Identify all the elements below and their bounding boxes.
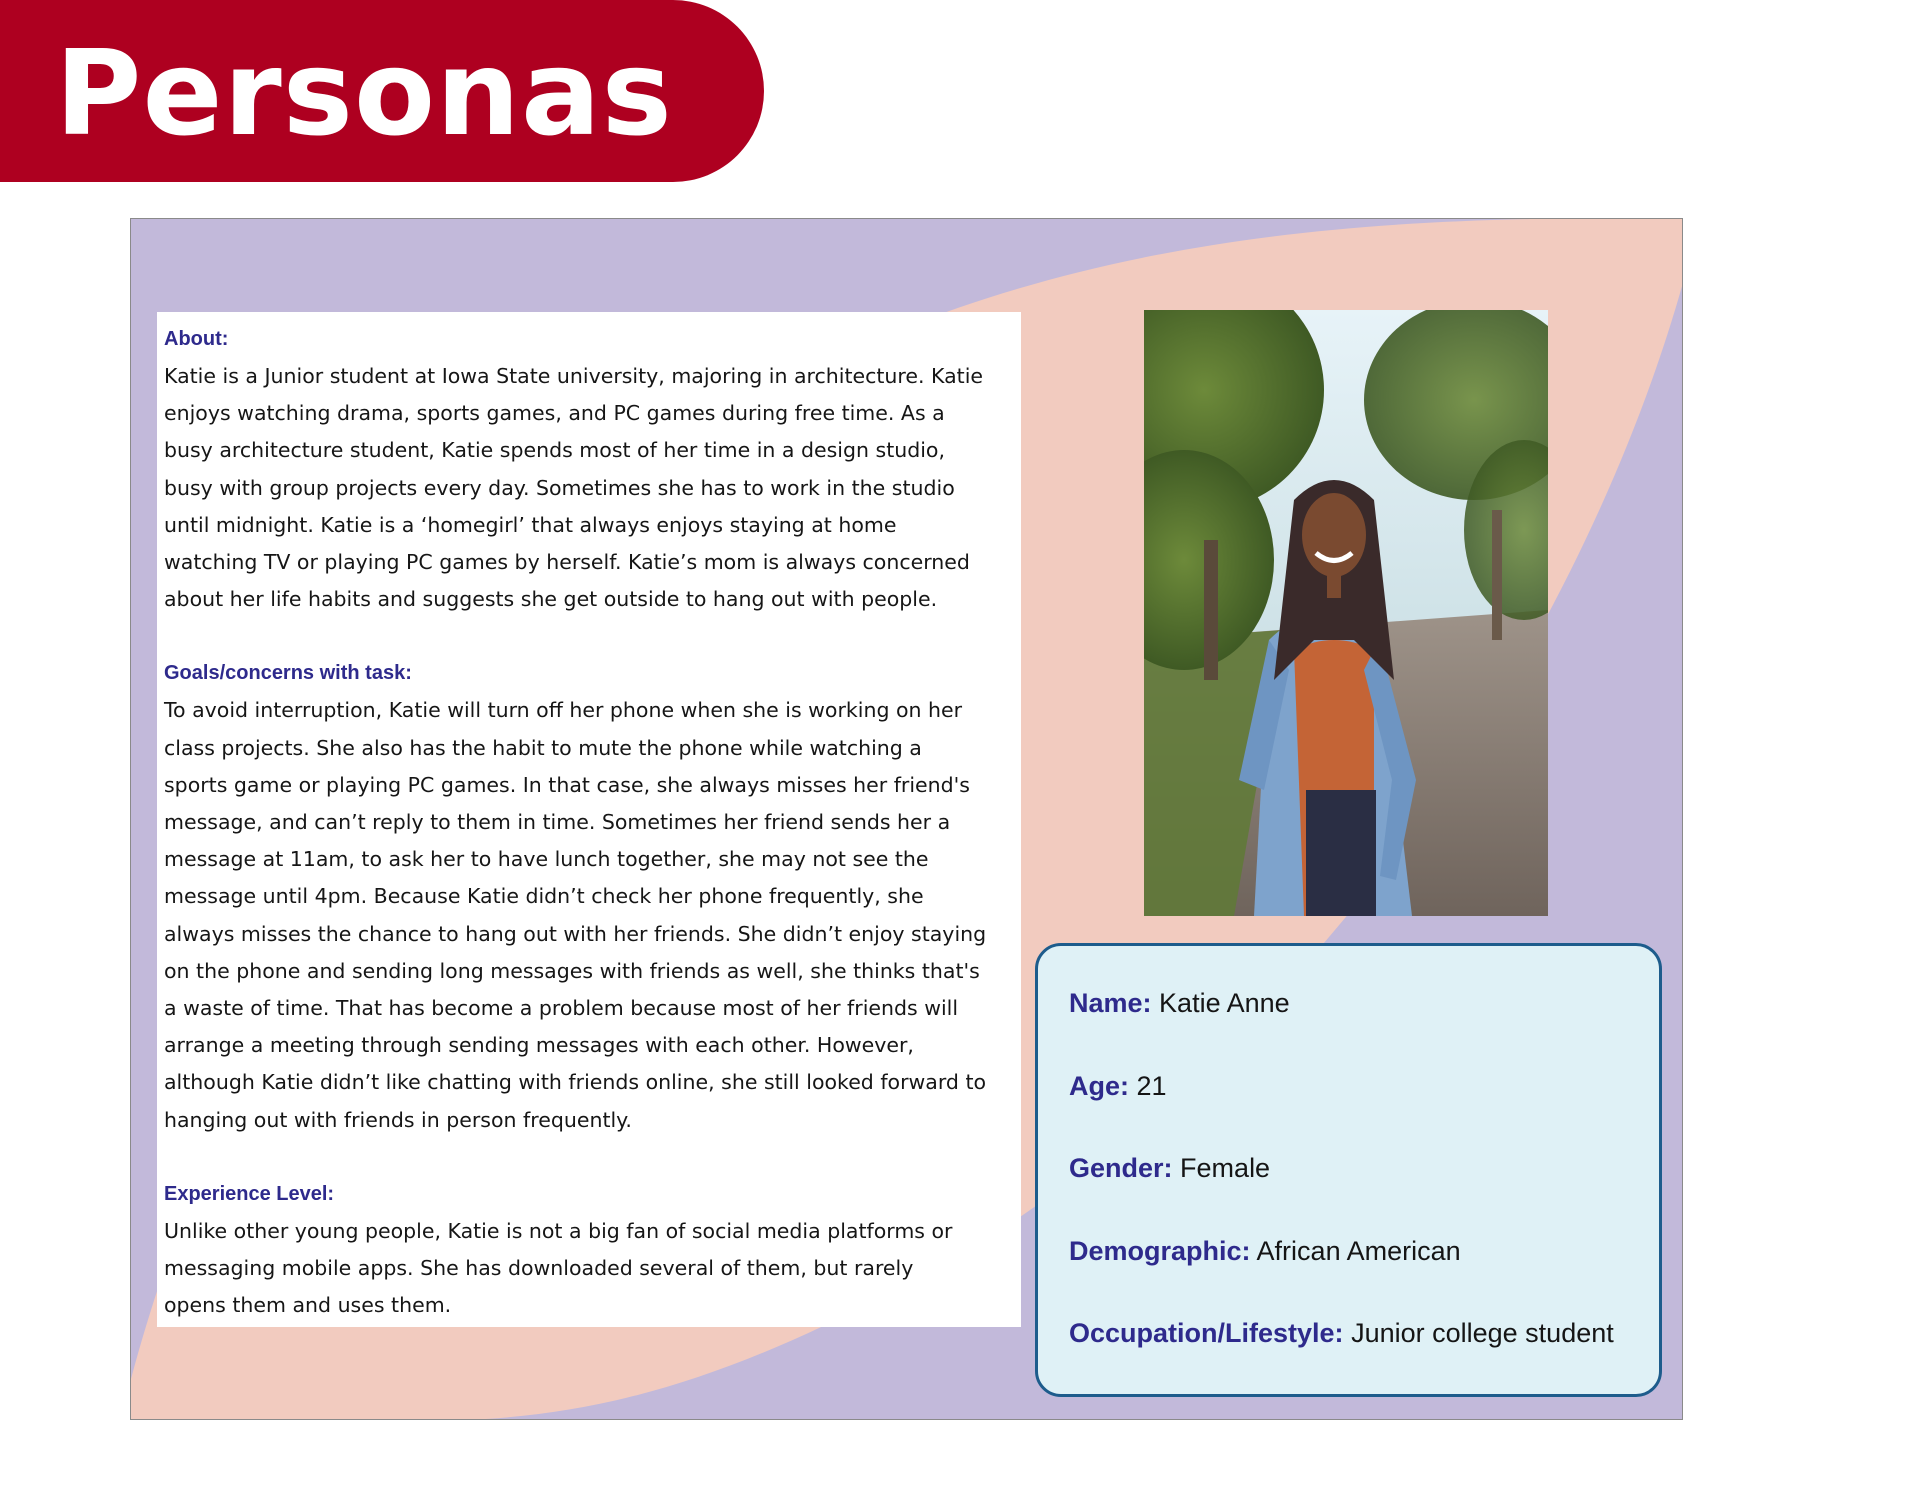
info-occupation-label: Occupation/Lifestyle: — [1069, 1318, 1344, 1348]
info-age-label: Age: — [1069, 1070, 1129, 1101]
persona-info-card — [1035, 943, 1662, 1397]
page-title: Personas — [55, 24, 673, 162]
info-occupation-row — [1069, 1314, 1659, 1397]
about-heading: About: — [164, 328, 229, 350]
info-name-value: Katie Anne — [1159, 988, 1290, 1018]
info-occupation-value: Junior college student — [1351, 1318, 1614, 1348]
info-demographic-label: Demographic: — [1069, 1235, 1251, 1266]
goals-heading: Goals/concerns with task: — [164, 662, 412, 685]
experience-heading: Experience Level: — [164, 1182, 335, 1205]
experience-text: Unlike other young people, Katie is not a big fan of social media platforms or messaging mobile apps. She has downloaded several of them, but rarely opens them and uses them. — [164, 1218, 953, 1318]
info-name-label: Name: — [1069, 988, 1152, 1018]
persona-photo — [1144, 310, 1548, 916]
info-age-value: 21 — [1136, 1070, 1167, 1101]
info-gender-label: Gender: — [1069, 1153, 1173, 1183]
info-demographic-row — [1069, 1232, 1659, 1315]
info-demographic-value: African American — [1256, 1235, 1461, 1266]
info-gender-row — [1069, 1149, 1659, 1232]
about-text: Katie is a Junior student at Iowa State university, majoring in architecture. Katie enjoys watching drama, sports games, and PC games during free time. As a busy architecture student, Katie spends most of her time in a design studio, busy with group projects every day. Sometimes she has to work in the studio until midnight. Katie is a ‘homegirl’ that always enjoys staying at home watching TV or playing PC games by herself. Katie’s mom is always concerned about her life habits and suggests she get outside to hang out with people. — [164, 364, 984, 612]
title-banner — [0, 0, 764, 182]
persona-card — [130, 218, 1683, 1420]
info-name-row — [1069, 984, 1659, 1067]
goals-text: To avoid interruption, Katie will turn off her phone when she is working on her class projects. She also has the habit to mute the phone while watching a sports game or playing PC games. In that case, she always misses her friend's message, and can’t reply to them in time. Sometimes her friend sends her a message at 11am, to ask her to have lunch together, she may not see the message until 4pm. Because Katie didn’t check her phone frequently, she always misses the chance to hang out with her friends. She didn’t enjoy staying on the phone and sending long messages with friends as well, she thinks that's a waste of time. That has become a problem because most of her friends will arrange a meeting through sending messages with each other. However, although Katie didn’t like chatting with friends online, she still looked forward to hanging out with friends in person frequently. — [164, 698, 987, 1132]
info-age-row — [1069, 1067, 1659, 1150]
info-gender-value: Female — [1180, 1153, 1271, 1183]
persona-description — [157, 312, 1021, 1327]
